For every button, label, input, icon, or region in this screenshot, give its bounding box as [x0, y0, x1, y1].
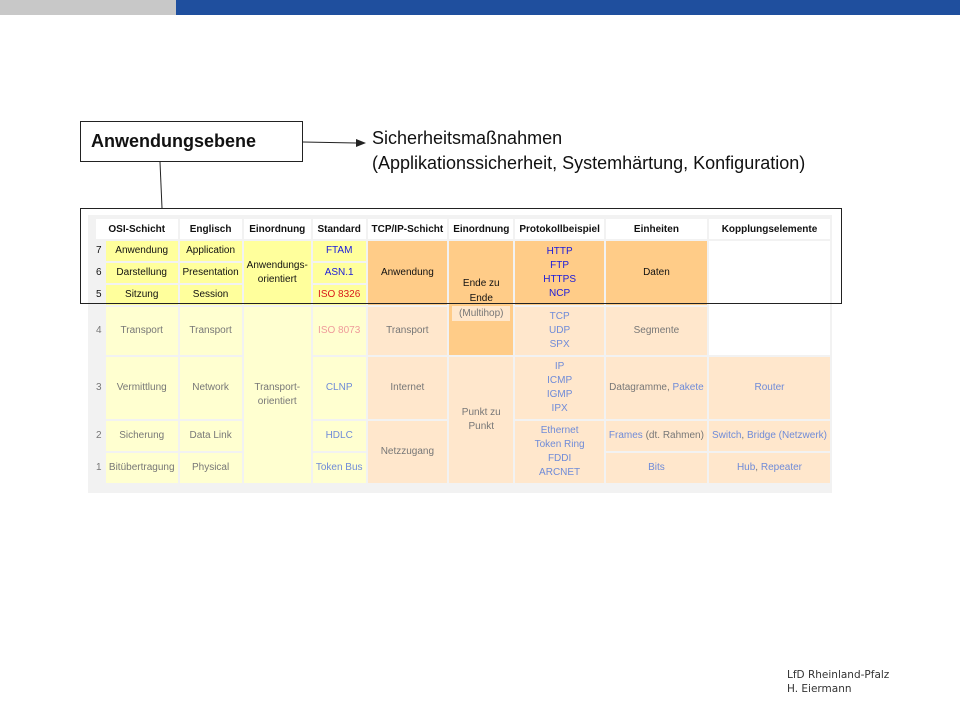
unit-frames-link[interactable]: Frames [608, 430, 643, 441]
protocol-item: UDP [549, 325, 571, 336]
security-measures-title: Sicherheitsmaßnahmen [372, 128, 563, 148]
layer-name-de: Sicherung [106, 421, 178, 451]
layer-name-en: Application [180, 241, 242, 261]
classification-point-to-point [449, 357, 513, 483]
layer-number: 5 [96, 285, 104, 305]
classification-transport-oriented: Transport-orientiert [244, 307, 311, 483]
layer-name-de: Bitübertragung [106, 453, 178, 483]
header-classification: Einordnung [244, 219, 311, 239]
unit-packets-link[interactable]: Pakete [672, 382, 704, 393]
layer-name-en: Transport [180, 307, 242, 355]
protocol-item: Token Ring [534, 439, 585, 450]
protocol-item: FDDI [547, 453, 572, 464]
layer-name-de: Darstellung [106, 263, 178, 283]
coupling-hub-repeater: Hub, Repeater [709, 453, 830, 483]
header-units: Einheiten [606, 219, 707, 239]
standard: ISO 8326 [313, 285, 366, 305]
layer-number: 1 [96, 453, 104, 483]
header-accent-grey [0, 0, 176, 15]
standard: HDLC [313, 421, 366, 451]
protocols-link [515, 421, 604, 483]
tcpip-transport: Transport [368, 307, 448, 355]
layer-name-de: Anwendung [106, 241, 178, 261]
layer-number: 7 [96, 241, 104, 261]
connector-line [160, 162, 162, 208]
unit-segments: Segmente [606, 307, 707, 355]
security-measures-detail: (Applikationssicherheit, Systemhärtung, Konfiguration) [372, 153, 806, 173]
tcpip-network-access: Netzzugang [368, 421, 448, 483]
unit-datagrams-label: Datagramme [609, 382, 667, 393]
standard: Token Bus [313, 453, 366, 483]
protocol-item: ICMP [547, 375, 573, 386]
multihop-label: (Multihop) [452, 306, 510, 321]
layer-name-en: Presentation [180, 263, 242, 283]
header-english: Englisch [180, 219, 242, 239]
coupling-switch-link[interactable]: Switch [711, 430, 742, 441]
protocol-item: NCP [549, 288, 571, 299]
tcpip-application: Anwendung [368, 241, 448, 305]
header-accent-blue [176, 0, 960, 15]
protocols-transport [515, 307, 604, 355]
unit-frames [606, 421, 707, 451]
unit-data: Daten [606, 241, 707, 305]
protocol-item: ARCNET [539, 467, 581, 478]
arrow-head-icon [356, 139, 366, 147]
header-tcpip-layer: TCP/IP-Schicht [368, 219, 448, 239]
header-classification-tcpip: Einordnung [449, 219, 513, 239]
table-row [96, 357, 830, 419]
protocols-internet [515, 357, 604, 419]
coupling-bridge-link[interactable]: Bridge (Netzwerk) [746, 430, 827, 441]
standard: FTAM [313, 241, 366, 261]
layer-name-en: Physical [180, 453, 242, 483]
footer [787, 668, 889, 696]
protocol-item: FTP [550, 260, 570, 271]
layer-name-en: Session [180, 285, 242, 305]
protocol-item: IGMP [546, 389, 573, 400]
application-layers-highlight [80, 208, 842, 304]
layer-number: 2 [96, 421, 104, 451]
header-protocol-example: Protokollbeispiel [515, 219, 604, 239]
standard: CLNP [313, 357, 366, 419]
tcpip-internet: Internet [368, 357, 448, 419]
unit-frames-note: (dt. Rahmen) [645, 430, 704, 441]
protocol-item: IPX [551, 403, 568, 414]
protocol-item: Ethernet [540, 425, 579, 436]
standard: ISO 8073 [313, 307, 366, 355]
layer-name-en: Data Link [180, 421, 242, 451]
layer-name-de: Sitzung [106, 285, 178, 305]
unit-bits[interactable]: Bits [606, 453, 707, 483]
application-layer-box [80, 121, 303, 162]
layer-number: 6 [96, 263, 104, 283]
protocol-item: HTTPS [543, 274, 576, 285]
header-coupling-elements: Kopplungselemente [709, 219, 830, 239]
coupling-repeater-link[interactable]: Repeater [760, 462, 802, 473]
unit-datagrams: Datagramme, Pakete [606, 357, 707, 419]
protocol-item: HTTP [546, 246, 573, 257]
protocol-item: SPX [549, 339, 570, 350]
point-to-point-label: Punkt zu Punkt [461, 407, 501, 432]
coupling-router[interactable]: Router [709, 357, 830, 419]
end-to-end-label: Ende zu Ende [462, 277, 500, 304]
layer-name-en: Network [180, 357, 242, 419]
header-osi-layer: OSI-Schicht [96, 219, 178, 239]
classification-application-oriented: Anwendungs-orientiert [244, 241, 311, 305]
coupling-switch-bridge: Switch, Bridge (Netzwerk) [709, 421, 830, 451]
header-standard: Standard [313, 219, 366, 239]
footer-author: H. Eiermann [787, 683, 852, 695]
arrow-line [303, 142, 356, 143]
standard: ASN.1 [313, 263, 366, 283]
application-layer-label: Anwendungsebene [91, 131, 257, 151]
layer-number: 3 [96, 357, 104, 419]
protocol-item: TCP [549, 311, 570, 322]
protocol-item: IP [554, 361, 565, 372]
layer-name-de: Vermittlung [106, 357, 178, 419]
layer-name-de: Transport [106, 307, 178, 355]
footer-organization: LfD Rheinland-Pfalz [787, 669, 890, 681]
coupling-hub-link[interactable]: Hub [736, 462, 756, 473]
layer-number: 4 [96, 307, 104, 355]
